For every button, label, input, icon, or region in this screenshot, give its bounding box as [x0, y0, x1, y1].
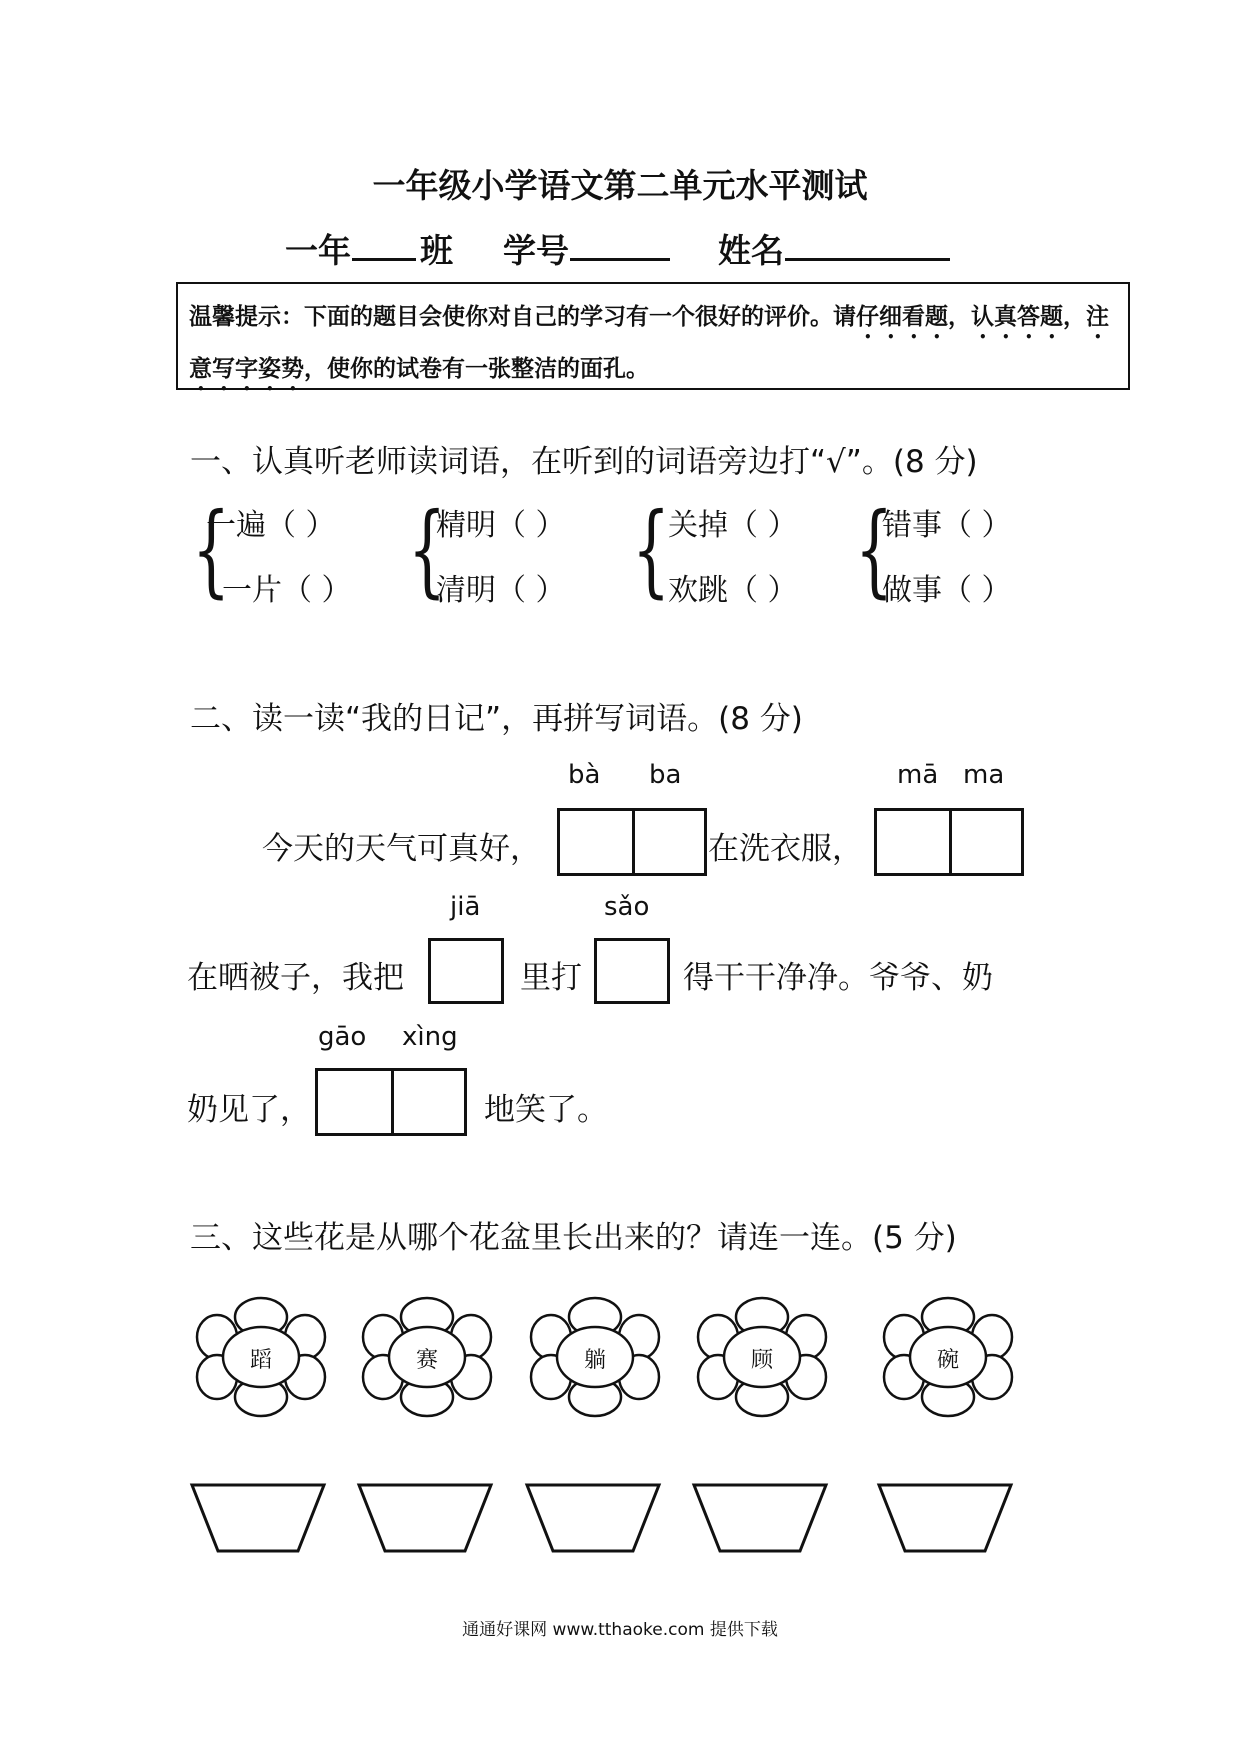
flower-pot-1[interactable]: [192, 1485, 324, 1551]
tip-dotted1: 仔细看题: [856, 304, 948, 330]
pinyin-gao: gāo: [318, 1022, 367, 1052]
footer-text: 通通好课网 www.tthaoke.com 提供下载: [462, 1620, 778, 1640]
tip-label: 温馨提示：: [189, 304, 304, 330]
pinyin-xing: xìng: [402, 1022, 458, 1052]
flower-pot-3[interactable]: [527, 1485, 659, 1551]
tip-text-part2: ，: [948, 304, 971, 330]
brace-3: {: [632, 491, 671, 608]
flower-pot-4[interactable]: [694, 1485, 826, 1551]
q2-line1-b: 在洗衣服，: [708, 831, 863, 867]
flower-char-2: 赛: [416, 1348, 439, 1373]
q1-word-1-top[interactable]: 一遍（ ）: [206, 508, 336, 543]
pinyin-ba1: bà: [568, 760, 601, 790]
pinyin-jia: jiā: [450, 892, 481, 922]
pinyin-ma2: ma: [963, 760, 1005, 790]
q1-word-3-top[interactable]: 关掉（ ）: [668, 508, 798, 543]
q1-word-4-bottom[interactable]: 做事（ ）: [882, 573, 1012, 608]
q3-heading: 三、这些花是从哪个花盆里长出来的？请连一连。(5 分): [190, 1220, 957, 1256]
q2-line1-a: 今天的天气可真好，: [262, 831, 541, 867]
flower-pot-2[interactable]: [359, 1485, 491, 1551]
flower-char-4: 顾: [751, 1348, 774, 1373]
pinyin-ba2: ba: [649, 760, 682, 790]
number-label: 学号: [503, 231, 569, 270]
flower-char-1: 蹈: [250, 1348, 273, 1373]
q2-line3-a: 奶见了，: [187, 1092, 311, 1128]
q1-word-3-bottom[interactable]: 欢跳（ ）: [668, 573, 798, 608]
page-title: 一年级小学语文第二单元水平测试: [372, 166, 868, 205]
class-label: 班: [420, 231, 453, 270]
tip-dotted2: 认真答题: [971, 304, 1063, 330]
q1-word-2-top[interactable]: 精明（ ）: [436, 508, 566, 543]
tip-text-part4: ，使你的试卷有一张整洁的面孔。: [304, 356, 649, 382]
tip-text-part1: 下面的题目会使你对自己的学习有一个很好的评价。请: [304, 304, 856, 330]
q2-line2-b: 里打: [520, 960, 582, 996]
q2-line3-b: 地笑了。: [484, 1092, 608, 1128]
pinyin-sao: sǎo: [604, 892, 650, 922]
q1-word-1-bottom[interactable]: 一片（ ）: [222, 573, 352, 608]
flower-pot-5[interactable]: [879, 1485, 1011, 1551]
q2-line2-a: 在晒被子，我把: [187, 960, 404, 996]
q1-word-2-bottom[interactable]: 清明（ ）: [436, 573, 566, 608]
q1-heading: 一、认真听老师读词语，在听到的词语旁边打“√”。(8 分): [190, 444, 978, 480]
brace-4: {: [855, 491, 894, 608]
flower-char-5: 碗: [937, 1348, 960, 1373]
name-label: 姓名: [718, 231, 784, 270]
brace-1: {: [192, 491, 231, 608]
pinyin-ma1: mā: [897, 760, 939, 790]
grade-prefix: 一年: [285, 231, 351, 270]
tip-dotted3: 注意写字姿势: [189, 304, 1109, 382]
q2-heading: 二、读一读“我的日记”，再拼写词语。(8 分): [190, 701, 803, 737]
tip-text-part3: ，: [1063, 304, 1086, 330]
q2-line2-c: 得干干净净。爷爷、奶: [683, 960, 993, 996]
flower-char-3: 躺: [584, 1348, 607, 1373]
q1-word-4-top[interactable]: 错事（ ）: [882, 508, 1012, 543]
brace-2: {: [408, 491, 447, 608]
